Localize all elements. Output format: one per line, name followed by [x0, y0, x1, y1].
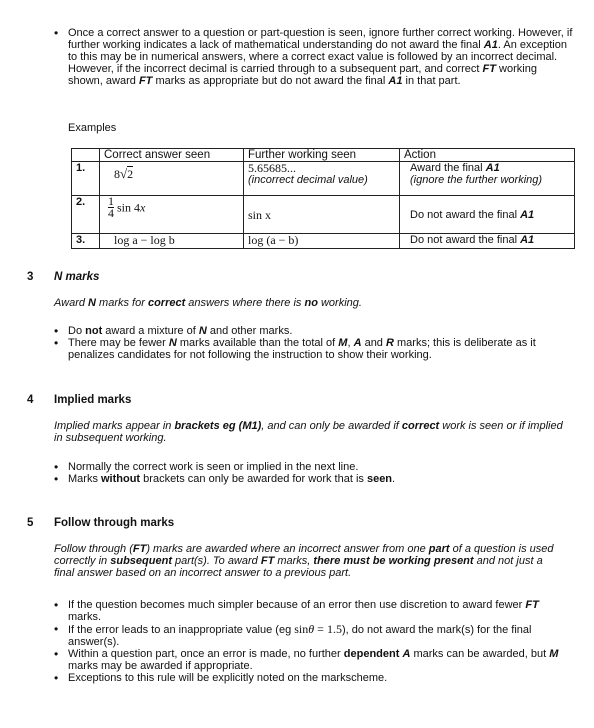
list-item: • Do not award a mixture of N and other marks. — [54, 325, 574, 337]
section-number: 4 — [27, 394, 34, 406]
list-item: • If the question becomes much simpler because of an error then use discretion to award fewer FT marks. — [54, 599, 569, 623]
section-heading: Follow through marks — [54, 517, 175, 529]
row-number: 1. — [72, 162, 100, 196]
action-text: Award the final A1 — [410, 162, 500, 174]
section-heading: Implied marks — [54, 394, 132, 406]
top-bullet-list — [54, 27, 574, 87]
list-item: • Within a question part, once an error is made, no further dependent A marks can be awarded, but M marks may be awarded if appropriate. — [54, 648, 569, 672]
further-working-note: (incorrect decimal value) — [248, 174, 368, 186]
section-heading: N marks — [54, 271, 100, 283]
section-intro: Follow through (FT) marks are awarded where an incorrect answer from one part of a question is used correctly in subsequent part(s). To award FT marks, there must be working present and not just a final answer based on an incorrect answer to a previous part. — [54, 543, 554, 579]
examples-label: Examples — [68, 122, 117, 134]
table-header-correct: Correct answer seen — [100, 149, 244, 162]
section-intro: Award N marks for correct answers where there is no working. — [54, 297, 362, 309]
further-working-cell — [244, 162, 400, 196]
further-working-value: sin x — [248, 207, 272, 222]
table-header-further: Further working seen — [244, 149, 400, 162]
correct-answer-cell: log a − log b — [100, 234, 244, 249]
further-working-value: 5.65685... — [248, 161, 296, 175]
list-item: • Marks without brackets can only be awarded for work that is seen. — [54, 473, 574, 485]
table-header-action: Action — [400, 149, 575, 162]
section-bullet-list — [54, 325, 574, 361]
section-bullet-list — [54, 461, 574, 485]
examples-table — [71, 148, 575, 249]
correct-answer-cell: $\frac{1}{4}$ sin 4x — [100, 196, 244, 234]
list-item-rich: • Once a correct answer to a question or part-question is seen, ignore further correct working. However, if further working indicates a lack of mathematical understanding do not award the final A1. An exception to this may be in numerical answers, where a correct exact value is followed by an incorrect decimal. However, if the incorrect decimal is carried through to a subsequent part, and correct FT working shown, award FT marks as appropriate but do not award the final A1 in that part. — [54, 27, 574, 87]
table-header-row — [72, 149, 575, 162]
further-working-cell — [244, 196, 400, 234]
action-cell: Do not award the final A1 — [400, 196, 575, 234]
list-item: • Normally the correct work is seen or implied in the next line. — [54, 461, 574, 473]
section-bullet-list — [54, 599, 569, 684]
section-number: 5 — [27, 517, 34, 529]
table-header-num — [72, 149, 100, 162]
table-row — [72, 234, 575, 249]
action-cell: Do not award the final A1 — [400, 234, 575, 249]
section-intro: Implied marks appear in brackets eg (M1), and can only be awarded if correct work is seen or if implied in subsequent working. — [54, 420, 563, 444]
action-note: (ignore the further working) — [410, 174, 543, 186]
correct-answer-cell: 8√2 — [100, 162, 244, 196]
row-number: 2. — [72, 196, 100, 234]
list-item: • There may be fewer N marks available than the total of M, A and R marks; this is deliberate as it penalizes candidates for not following the instruction to show their working. — [54, 337, 574, 361]
further-working-cell: log (a − b) — [244, 234, 400, 249]
action-cell — [400, 162, 575, 196]
list-item: • If the error leads to an inappropriate value (eg sinθ = 1.5), do not award the mark(s) for the final answer(s). — [54, 623, 569, 648]
table-row — [72, 162, 575, 196]
row-number: 3. — [72, 234, 100, 249]
list-item: • Exceptions to this rule will be explicitly noted on the markscheme. — [54, 672, 569, 684]
table-row — [72, 196, 575, 234]
section-number: 3 — [27, 271, 34, 283]
